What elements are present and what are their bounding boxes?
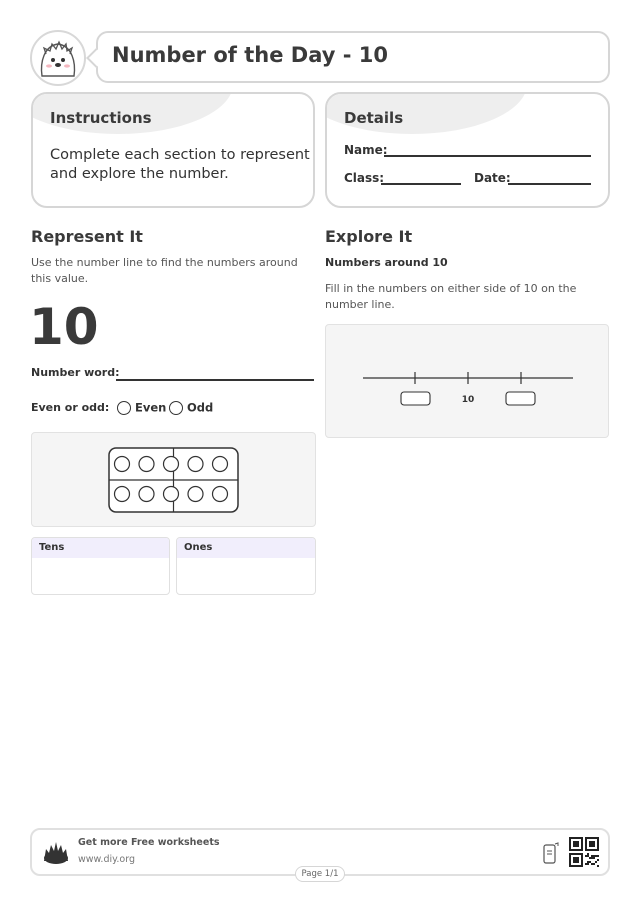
center-value: 10: [461, 395, 475, 405]
ten-frame-panel: [31, 432, 316, 527]
ten-frame-circle[interactable]: [213, 457, 228, 472]
even-label: Even: [135, 400, 167, 415]
details-heading: Details: [344, 109, 404, 127]
number-line: [326, 325, 608, 437]
mascot-avatar: [30, 30, 86, 86]
date-field[interactable]: [508, 183, 591, 185]
explore-text: Fill in the numbers on either side of 10 on the number line.: [325, 282, 577, 311]
right-answer-box[interactable]: [506, 392, 535, 405]
ten-frame-circle[interactable]: [188, 487, 203, 502]
date-label: Date:: [474, 171, 511, 185]
ones-box[interactable]: [176, 537, 316, 595]
ten-frame-circle[interactable]: [213, 487, 228, 502]
name-label: Name:: [344, 143, 388, 157]
ten-frame-circle[interactable]: [139, 457, 154, 472]
even-option[interactable]: [117, 400, 166, 415]
name-field[interactable]: [384, 155, 591, 157]
ten-frame-circle[interactable]: [139, 487, 154, 502]
even-odd-label: Even or odd:: [31, 401, 110, 414]
explore-heading: Explore It: [325, 227, 413, 246]
phone-scan-icon: [542, 842, 560, 866]
qr-code-icon[interactable]: [569, 837, 599, 867]
left-answer-box[interactable]: [401, 392, 430, 405]
footer-url[interactable]: www.diy.org: [78, 854, 135, 865]
page-indicator: Page 1/1: [295, 866, 345, 882]
tens-header: Tens: [32, 538, 169, 558]
ten-frame: [108, 447, 240, 515]
instructions-text: Complete each section to represent and explore the number.: [50, 147, 310, 182]
class-label: Class:: [344, 171, 385, 185]
represent-heading: Represent It: [31, 227, 143, 246]
speech-tail: [86, 48, 106, 68]
details-card: [325, 92, 610, 208]
odd-option[interactable]: [169, 400, 213, 415]
ten-frame-circle[interactable]: [164, 457, 179, 472]
page-title: Number of the Day - 10: [112, 43, 388, 67]
tens-box[interactable]: [31, 537, 170, 595]
instructions-card: [31, 92, 315, 208]
represent-text: Use the number line to find the numbers around this value.: [31, 256, 298, 285]
number-word-label: Number word:: [31, 366, 120, 379]
number-word-field[interactable]: [116, 379, 314, 381]
ones-header: Ones: [177, 538, 315, 558]
even-radio[interactable]: [117, 401, 131, 415]
odd-label: Odd: [187, 400, 214, 415]
number-line-panel: [325, 324, 609, 438]
title-banner: [96, 31, 610, 83]
footer-promo: Get more Free worksheets: [78, 837, 220, 848]
ten-frame-circle[interactable]: [164, 487, 179, 502]
mascot-icon: [32, 32, 84, 84]
big-number: 10: [29, 298, 99, 356]
explore-subheading: Numbers around 10: [325, 256, 448, 269]
ten-frame-circle[interactable]: [115, 457, 130, 472]
odd-radio[interactable]: [169, 401, 183, 415]
ten-frame-circle[interactable]: [188, 457, 203, 472]
diy-logo-icon: [42, 839, 70, 865]
ten-frame-circle[interactable]: [115, 487, 130, 502]
class-field[interactable]: [381, 183, 461, 185]
instructions-heading: Instructions: [50, 109, 152, 127]
